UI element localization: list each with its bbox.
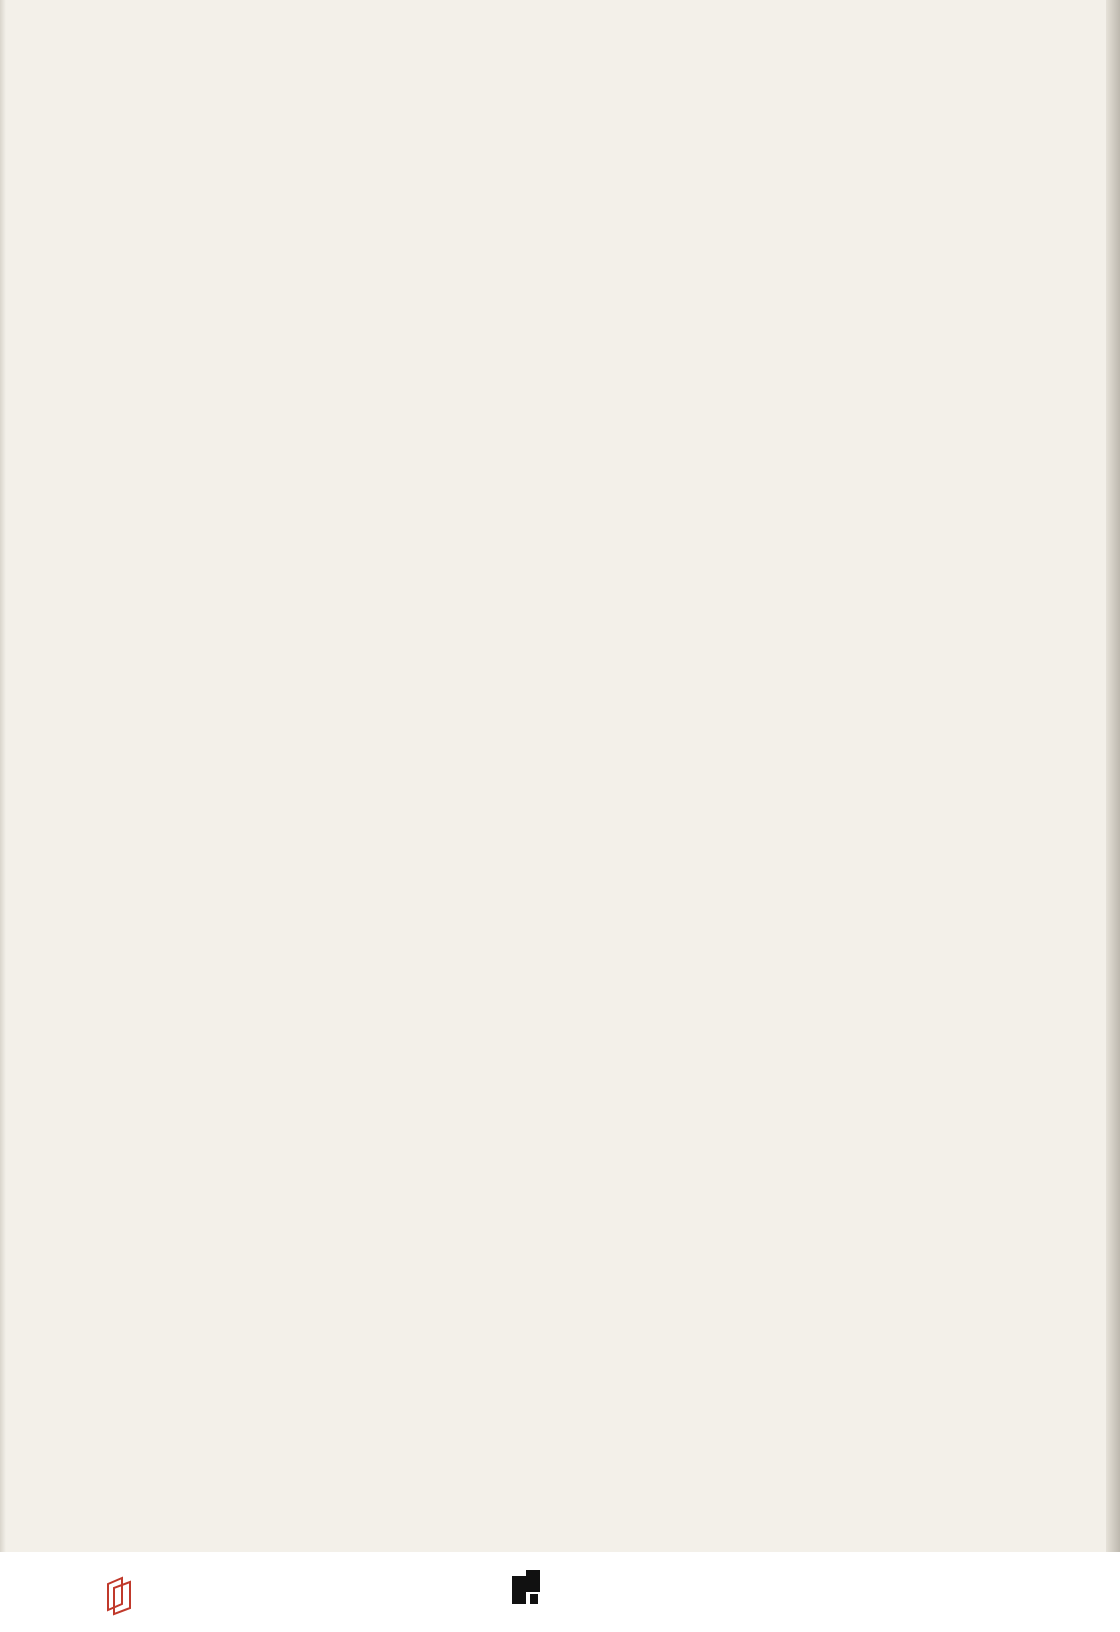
viewer-footer <box>0 1552 1120 1632</box>
university-library-logo[interactable] <box>18 1576 138 1616</box>
page-edge-shadow-right <box>1106 0 1120 1552</box>
kunstbibliothek-logo-icon[interactable] <box>512 1570 540 1606</box>
library-mark-icon <box>100 1576 136 1616</box>
page-edge-shadow-left <box>0 0 6 1552</box>
